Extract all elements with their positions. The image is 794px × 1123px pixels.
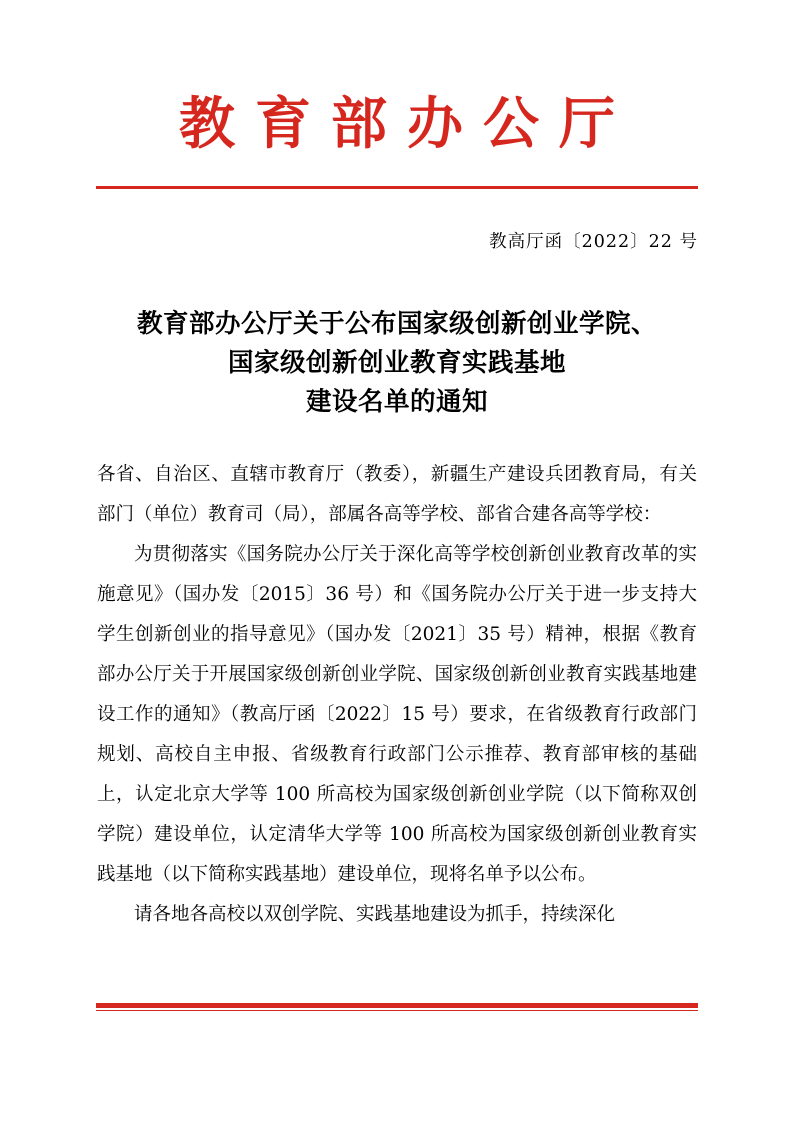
body-paragraph-2: 请各地各高校以双创学院、实践基地建设为抓手，持续深化	[134, 904, 616, 925]
document-number: 教高厅函〔2022〕22 号	[489, 232, 698, 252]
document-title-line-3: 建设名单的通知	[305, 386, 488, 417]
document-body	[97, 455, 697, 935]
document-title-line-2: 国家级创新创业教育实践基地	[227, 347, 566, 378]
issuing-authority-title: 教育部办公厅	[179, 91, 635, 157]
body-paragraph-1: 为贯彻落实《国务院办公厅关于深化高等学校创新创业教育改革的实施意见》（国办发〔2015〕36 号）和《国务院办公厅关于进一步支持大学生创新创业的指导意见》（国办发〔2021〕35 号）精神，根据《教育部办公厅关于开展国家级创新创业学院、国家级创新创业教育实践基地建设工作的通知》（教高厅函〔2022〕15 号）要求，在省级教育行政部门规划、高校自主申报、省级教育行政部门公示推荐、教育部审核的基础上，认定北京大学等 100 所高校为国家级创新创业学院（以下简称双创学院）建设单位，认定清华大学等 100 所高校为国家级创新创业教育实践基地（以下简称实践基地）建设单位，现将名单予以公布。	[97, 544, 697, 885]
masthead	[0, 92, 794, 156]
footer-red-rule	[96, 1003, 698, 1008]
document-title	[97, 305, 697, 421]
header-red-rule	[96, 186, 698, 189]
body-salutation: 各省、自治区、直辖市教育厅（教委），新疆生产建设兵团教育局，有关部门（单位）教育司（局），部属各高等学校、部省合建各高等学校：	[97, 464, 697, 525]
document-title-line-1: 教育部办公厅关于公布国家级创新创业学院、	[136, 309, 657, 339]
